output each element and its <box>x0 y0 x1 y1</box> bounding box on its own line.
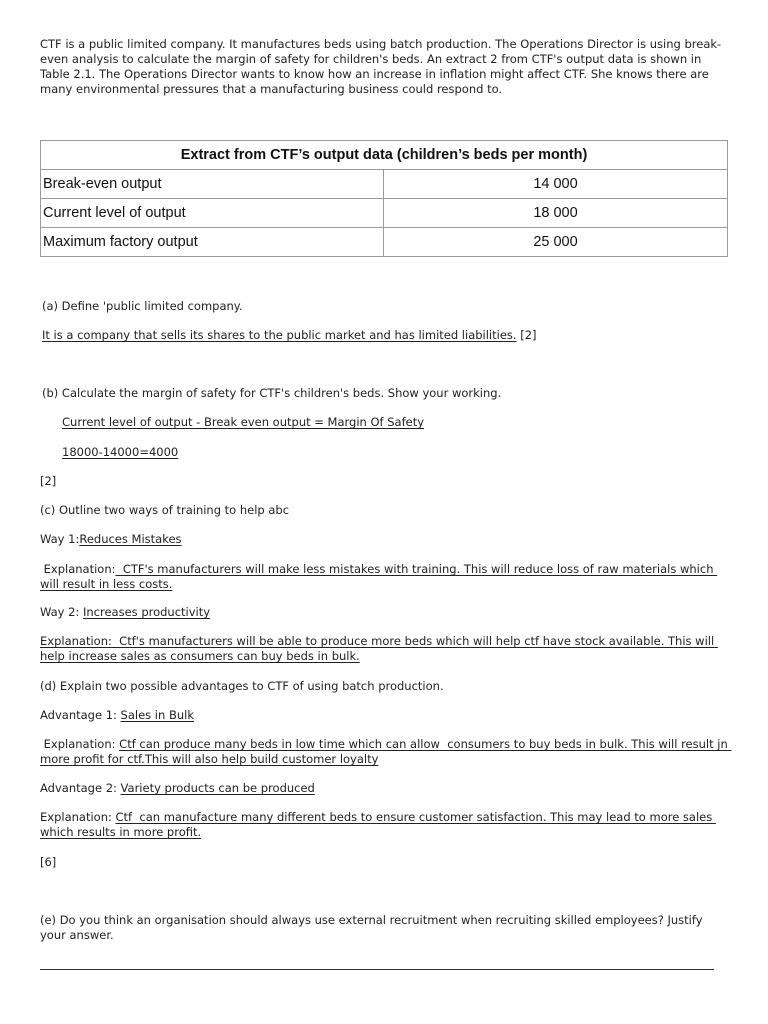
way-2-label: Way 2: <box>40 605 83 619</box>
question-a: (a) Define 'public limited company. <box>42 299 243 313</box>
question-b: (b) Calculate the margin of safety for CTF's children's beds. Show your working. <box>42 386 502 400</box>
table-title: Extract from CTF’s output data (children’s beds per month) <box>41 141 728 170</box>
explanation-d2-text: Ctf can manufacture many different beds to ensure customer satisfaction. This may lead to more sales which results in more profit. <box>40 810 716 839</box>
marks-b: [2] <box>40 474 57 488</box>
marks-a: [2] <box>520 328 537 342</box>
answer-b-working: 18000-14000=4000 <box>62 445 179 459</box>
question-e: (e) Do you think an organisation should always use external recruitment when recruiting skilled employees? Justify your answer. <box>40 913 703 942</box>
advantage-2 <box>40 781 315 796</box>
answer-b-formula: Current level of output - Break even output = Margin Of Safety <box>62 415 425 429</box>
explanation-c1 <box>40 562 730 592</box>
explanation-d1-label: Explanation: <box>40 737 120 751</box>
way-1 <box>40 532 182 547</box>
table-cell-value: 25 000 <box>384 228 728 257</box>
explanation-c2-label: Explanation: <box>40 634 112 648</box>
question-c: (c) Outline two ways of training to help abc <box>40 503 290 517</box>
explanation-c2-text: Ctf's manufacturers will be able to produce more beds which will help ctf have stock available. This will help increase sales as consumers can buy beds in bulk. <box>40 634 718 663</box>
explanation-c2 <box>40 634 730 664</box>
explanation-c1-label: Explanation: <box>40 562 116 576</box>
advantage-1-label: Advantage 1: <box>40 708 121 722</box>
advantage-2-label: Advantage 2: <box>40 781 121 795</box>
table-row <box>41 199 728 228</box>
table-cell-value: 18 000 <box>384 199 728 228</box>
explanation-d1 <box>40 737 730 767</box>
table-cell-value: 14 000 <box>384 170 728 199</box>
explanation-d2 <box>40 810 732 840</box>
answer-a <box>42 328 732 343</box>
advantage-1 <box>40 708 194 723</box>
question-d: (d) Explain two possible advantages to CTF of using batch production. <box>40 679 444 693</box>
way-1-text: Reduces Mistakes <box>79 532 182 546</box>
table-cell-label: Break-even output <box>41 170 384 199</box>
table-row <box>41 170 728 199</box>
advantage-2-text: Variety products can be produced <box>120 781 315 795</box>
advantage-1-text: Sales in Bulk <box>120 708 194 722</box>
way-2 <box>40 605 210 620</box>
way-1-label: Way 1: <box>40 532 80 546</box>
table-row <box>41 228 728 257</box>
table-cell-label: Maximum factory output <box>41 228 384 257</box>
explanation-d2-label: Explanation: <box>40 810 116 824</box>
intro-paragraph: CTF is a public limited company. It manufactures beds using batch production. The Operations Director is using break-even analysis to calculate the margin of safety for children's beds. An extract 2 from CTF's output data is shown in Table 2.1. The Operations Director wants to know how an increase in inflation might affect CTF. She knows there are many environmental pressures that a manufacturing business could respond to. <box>40 37 722 96</box>
answer-line <box>40 969 714 970</box>
output-data-table <box>40 140 728 257</box>
answer-a-text: It is a company that sells its shares to the public market and has limited liabilities. <box>42 328 517 342</box>
way-2-text: Increases productivity <box>83 605 211 619</box>
explanation-c1-text: CTF's manufacturers will make less mistakes with training. This will reduce loss of raw materials which will result in less costs. <box>40 562 718 591</box>
explanation-d1-text: Ctf can produce many beds in low time which can allow consumers to buy beds in bulk. This will result jn more profit for ctf.This will also help build customer loyalty <box>40 737 732 766</box>
table-cell-label: Current level of output <box>41 199 384 228</box>
marks-d: [6] <box>40 855 57 869</box>
table-header-row <box>41 141 728 170</box>
